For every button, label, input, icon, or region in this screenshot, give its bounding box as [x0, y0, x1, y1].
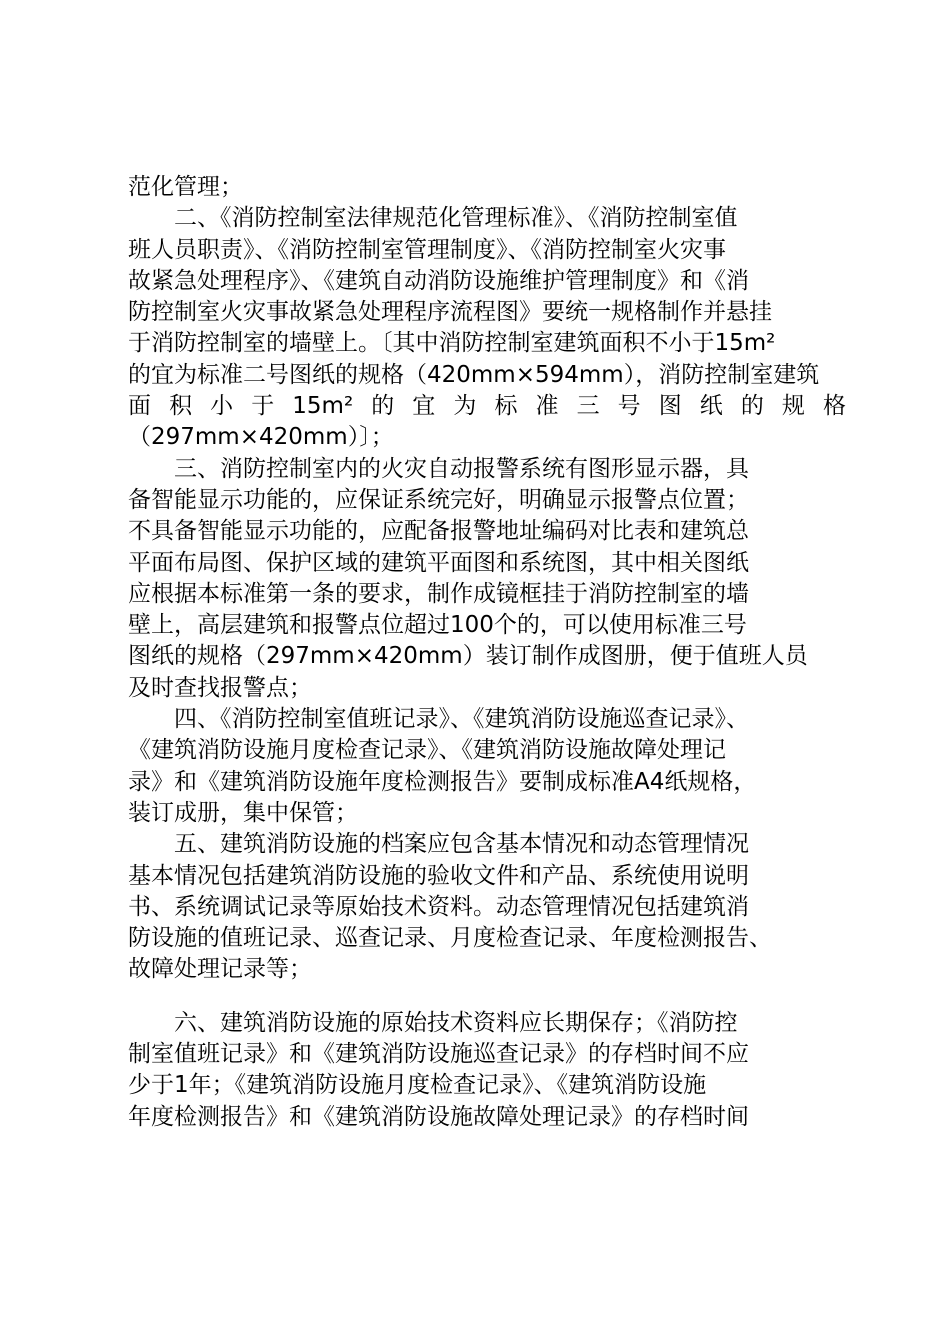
text-line-justified: 面积小于15m²的宜为标准三号图纸的规格 — [128, 393, 846, 420]
text-line: 应根据本标准第一条的要求，制作成镜框挂于消防控制室的墙 — [128, 580, 749, 607]
text-line: 不具备智能显示功能的，应配备报警地址编码对比表和建筑总 — [128, 518, 749, 545]
paragraph-gap — [128, 986, 846, 1008]
text-line: 装订成册，集中保管； — [128, 799, 358, 826]
text-line: 班人员职责》、《消防控制室管理制度》、《消防控制室火灾事 — [128, 236, 726, 263]
text-line: 录》和《建筑消防设施年度检测报告》要制成标准A4纸规格， — [128, 768, 757, 795]
text-line: 少于1年；《建筑消防设施月度检查记录》、《建筑消防设施 — [128, 1072, 707, 1099]
text-line: 及时查找报警点； — [128, 674, 312, 701]
paragraph-3-start: 三、消防控制室内的火灾自动报警系统有图形显示器，具 — [174, 455, 749, 482]
paragraph-6-start: 六、建筑消防设施的原始技术资料应长期保存；《消防控 — [174, 1009, 738, 1036]
text-line: 制室值班记录》和《建筑消防设施巡查记录》的存档时间不应 — [128, 1041, 749, 1068]
text-line: 防控制室火灾事故紧急处理程序流程图》要统一规格制作并悬挂 — [128, 299, 772, 326]
text-line: 壁上，高层建筑和报警点位超过100个的，可以使用标准三号 — [128, 612, 747, 639]
text-line: 防设施的值班记录、巡查记录、月度检查记录、年度检测报告、 — [128, 925, 772, 952]
text-line: 范化管理； — [128, 174, 243, 200]
text-line: 故障处理记录等； — [128, 956, 312, 983]
text-line: （297mm×420mm）〕； — [128, 424, 394, 451]
paragraph-4-start: 四、《消防控制室值班记录》、《建筑消防设施巡查记录》、 — [174, 706, 749, 733]
text-line: 于消防控制室的墙壁上。〔其中消防控制室建筑面积不小于15m² — [128, 330, 776, 357]
text-line: 故紧急处理程序》、《建筑自动消防设施维护管理制度》和《消 — [128, 267, 749, 294]
paragraph-5-start: 五、建筑消防设施的档案应包含基本情况和动态管理情况 — [174, 831, 749, 858]
document-body — [128, 172, 846, 1133]
text-line: 基本情况包括建筑消防设施的验收文件和产品、系统使用说明 — [128, 862, 749, 889]
paragraph-2-start: 二、《消防控制室法律规范化管理标准》、《消防控制室值 — [174, 205, 738, 232]
text-line: 平面布局图、保护区域的建筑平面图和系统图，其中相关图纸 — [128, 549, 749, 576]
text-line: 年度检测报告》和《建筑消防设施故障处理记录》的存档时间 — [128, 1103, 749, 1130]
text-line: 书、系统调试记录等原始技术资料。动态管理情况包括建筑消 — [128, 893, 749, 920]
text-line: 《建筑消防设施月度检查记录》、《建筑消防设施故障处理记 — [128, 737, 726, 764]
text-line: 备智能显示功能的，应保证系统完好，明确显示报警点位置； — [128, 486, 749, 513]
text-line: 的宜为标准二号图纸的规格（420mm×594mm），消防控制室建筑 — [128, 361, 820, 388]
text-line: 图纸的规格（297mm×420mm）装订制作成图册，便于值班人员 — [128, 643, 808, 670]
